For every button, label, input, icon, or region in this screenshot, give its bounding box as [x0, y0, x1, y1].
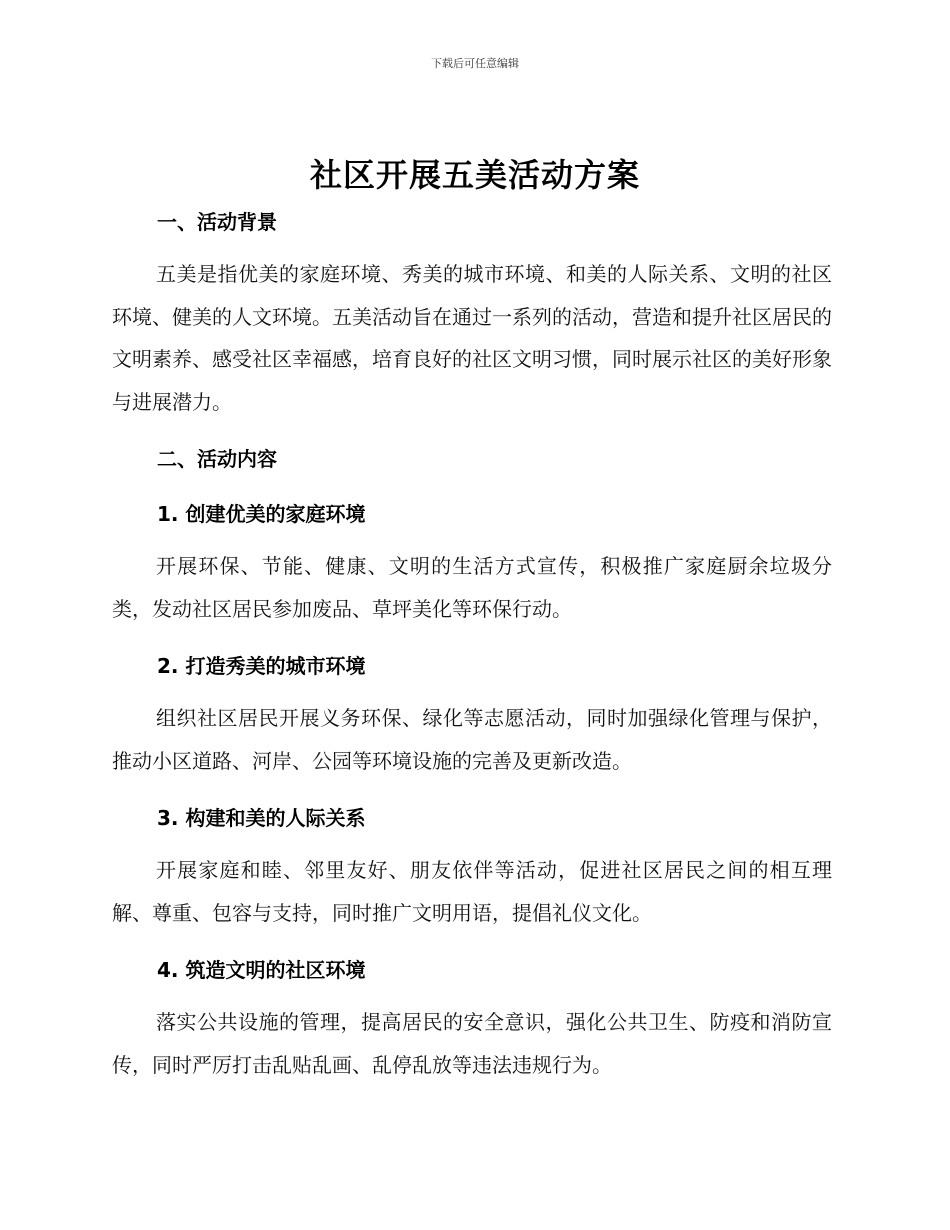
subsection-paragraph-2: 组织社区居民开展义务环保、绿化等志愿活动，同时加强绿化管理与保护，推动小区道路、河岸、公园等环境设施的完善及更新改造。 [112, 706, 832, 773]
subsection-paragraph-3: 开展家庭和睦、邻里友好、朋友依伴等活动，促进社区居民之间的相互理解、尊重、包容与支持，同时推广文明用语，提倡礼仪文化。 [112, 858, 832, 925]
subsection-heading-3: 3. 构建和美的人际关系 [157, 806, 366, 830]
subsection-heading-2: 2. 打造秀美的城市环境 [157, 654, 366, 678]
subsection-paragraph-4: 落实公共设施的管理，提高居民的安全意识，强化公共卫生、防疫和消防宣传，同时严厉打击乱贴乱画、乱停乱放等违法违规行为。 [112, 1010, 832, 1077]
section-heading-background: 一、活动背景 [157, 210, 277, 234]
document-title: 社区开展五美活动方案 [309, 156, 640, 194]
section-paragraph-background: 五美是指优美的家庭环境、秀美的城市环境、和美的人际关系、文明的社区环境、健美的人文环境。五美活动旨在通过一系列的活动，营造和提升社区居民的文明素养、感受社区幸福感，培育良好的社区文明习惯，同时展示社区的美好形象与进展潜力。 [112, 262, 832, 414]
header-note: 下载后可任意编辑 [431, 57, 519, 70]
subsection-heading-4: 4. 筑造文明的社区环境 [157, 958, 366, 982]
section-heading-content: 二、活动内容 [157, 447, 277, 471]
subsection-heading-1: 1. 创建优美的家庭环境 [157, 502, 366, 526]
subsection-paragraph-1: 开展环保、节能、健康、文明的生活方式宣传，积极推广家庭厨余垃圾分类，发动社区居民参加废品、草坪美化等环保行动。 [112, 554, 832, 621]
